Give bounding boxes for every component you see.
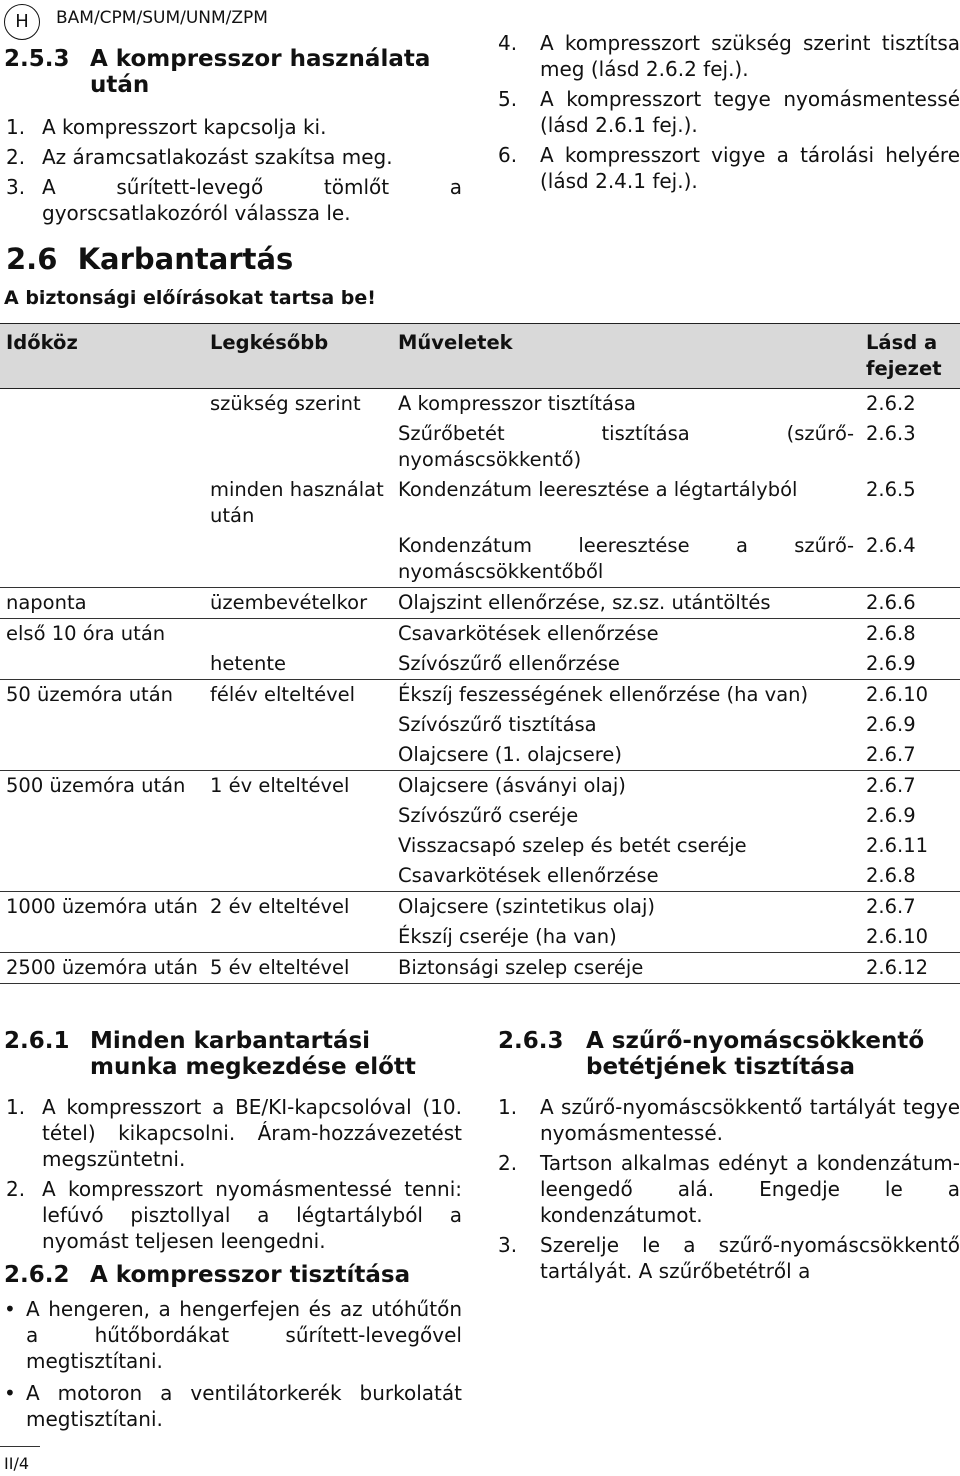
section-number: 2.6.1	[4, 1028, 70, 1054]
table-row	[0, 892, 960, 923]
list-item	[6, 1176, 462, 1254]
cell-chapter: 2.6.7	[866, 743, 916, 766]
cell-operation: Olajszint ellenőrzése, sz.sz. utántöltés	[392, 588, 860, 619]
section-number: 2.6.2	[4, 1262, 70, 1288]
section-2-6-1-steps	[6, 1094, 462, 1258]
item-number: 1.	[6, 115, 26, 139]
list-item	[498, 1150, 960, 1228]
cell-latest	[204, 801, 392, 831]
list-item	[4, 1296, 462, 1374]
cell-latest	[204, 861, 392, 892]
item-text: A kompresszort vigye a tárolási helyére (lásd 2.4.1 fej.).	[540, 143, 960, 193]
cell-operation: Csavarkötések ellenőrzése	[398, 864, 659, 887]
cell-operation: Ékszíj cseréje (ha van)	[398, 925, 617, 948]
item-text: Szerelje le a szűrő-nyomáscsökkentő tartályát. A szűrőbetétről a	[540, 1233, 960, 1283]
table-row	[0, 389, 960, 420]
section-2-6-3-steps	[498, 1094, 960, 1288]
cell-operation: Olajcsere (szintetikus olaj)	[392, 892, 860, 923]
section-title: A kompresszor tisztítása	[90, 1262, 411, 1288]
cell-interval: naponta	[0, 588, 204, 619]
item-number: 2.	[6, 145, 26, 169]
cell-interval	[0, 801, 204, 831]
item-number: 3.	[498, 1233, 518, 1257]
cell-chapter: 2.6.9	[866, 713, 916, 736]
cell-operation: Kondenzátum leeresztése a szűrő-nyomáscsökkentőből	[398, 534, 854, 583]
section-number: 2.6.3	[498, 1028, 564, 1054]
list-item	[498, 1094, 960, 1146]
item-number: 3.	[6, 175, 26, 199]
table-row	[0, 588, 960, 619]
cell-operation: A kompresszor tisztítása	[392, 389, 860, 420]
cell-interval	[0, 531, 204, 588]
page-number: II/4	[4, 1454, 30, 1473]
maintenance-table	[0, 323, 960, 984]
table-row	[0, 649, 960, 680]
cell-chapter: 2.6.8	[866, 864, 916, 887]
cell-latest: hetente	[210, 652, 287, 675]
item-number: 2.	[498, 1151, 518, 1175]
cell-latest	[204, 619, 392, 650]
item-text: A kompresszort tegye nyomásmentessé (lásd 2.6.1 fej.).	[540, 87, 960, 137]
item-text: A hengeren, a hengerfejen és az utóhűtőn a hűtőbordákat sűrített-levegővel megtisztítani.	[26, 1297, 462, 1373]
table-row	[0, 922, 960, 953]
cell-operation: Szívószűrő tisztítása	[398, 713, 597, 736]
table-row	[0, 831, 960, 861]
cell-operation: Olajcsere (1. olajcsere)	[398, 743, 622, 766]
cell-chapter: 2.6.8	[860, 619, 960, 650]
table-row	[0, 419, 960, 475]
list-item	[6, 144, 462, 170]
cell-latest: 1 év elteltével	[204, 771, 392, 802]
header-chapter: Lásd a fejezet	[860, 324, 960, 389]
cell-operation: Kondenzátum leeresztése a légtartályból	[398, 478, 798, 501]
item-text: A kompresszort szükség szerint tisztítsa meg (lásd 2.6.2 fej.).	[540, 31, 960, 81]
list-item	[6, 114, 462, 140]
list-item	[4, 1380, 462, 1432]
section-2-6-2-title	[4, 1262, 464, 1288]
cell-operation: Szívószűrő ellenőrzése	[398, 652, 620, 675]
cell-chapter: 2.6.10	[866, 925, 929, 948]
item-text: A kompresszort kapcsolja ki.	[42, 115, 327, 139]
table-row	[0, 531, 960, 588]
cell-operation: Visszacsapó szelep és betét cseréje	[398, 834, 747, 857]
footer-rule	[0, 1446, 40, 1447]
item-text: A sűrített-levegő tömlőt a gyorscsatlakozóról válassza le.	[42, 175, 462, 225]
cell-interval	[0, 475, 204, 531]
header-interval: Időköz	[0, 324, 204, 389]
cell-operation: Ékszíj feszességének ellenőrzése (ha van)	[392, 680, 860, 711]
section-2-6-2-bullets	[4, 1296, 462, 1438]
cell-interval	[0, 389, 204, 420]
cell-interval: 1000 üzemóra után	[0, 892, 204, 923]
item-number: 1.	[6, 1095, 26, 1119]
cell-latest	[204, 831, 392, 861]
section-2-6-1-title	[4, 1028, 464, 1080]
cell-interval	[0, 922, 204, 953]
table-row	[0, 861, 960, 892]
table-row	[0, 801, 960, 831]
table-row	[0, 740, 960, 771]
cell-operation: Csavarkötések ellenőrzése	[392, 619, 860, 650]
cell-latest: 5 év elteltével	[204, 953, 392, 984]
item-text: A szűrő-nyomáscsökkentő tartályát tegye nyomásmentessé.	[540, 1095, 960, 1145]
cell-latest: félév elteltével	[204, 680, 392, 711]
item-text: A kompresszort nyomásmentessé tenni: lefúvó pisztollyal a légtartályból a nyomást teljesen leengedni.	[42, 1177, 462, 1253]
cell-chapter: 2.6.2	[860, 389, 960, 420]
cell-interval	[0, 831, 204, 861]
cell-interval	[0, 861, 204, 892]
cell-chapter: 2.6.12	[860, 953, 960, 984]
cell-chapter: 2.6.10	[860, 680, 960, 711]
section-title-line2: után	[90, 72, 150, 98]
bullet-icon: •	[4, 1297, 16, 1321]
section-2-5-3-title	[4, 46, 464, 98]
cell-operation: Szűrőbetét tisztítása (szűrő-nyomáscsökkentő)	[398, 422, 854, 471]
cell-interval: 50 üzemóra után	[0, 680, 204, 711]
section-title-line1: A szűrő-nyomáscsökkentő	[586, 1028, 925, 1054]
table-row	[0, 475, 960, 531]
cell-interval	[0, 710, 204, 740]
cell-latest: szükség szerint	[204, 389, 392, 420]
cell-latest	[204, 710, 392, 740]
cell-chapter: 2.6.7	[860, 892, 960, 923]
cell-latest: 2 év elteltével	[204, 892, 392, 923]
table-row	[0, 680, 960, 711]
cell-latest	[204, 419, 392, 475]
list-item	[498, 1232, 960, 1284]
cell-chapter: 2.6.4	[866, 534, 916, 557]
document-code: BAM/CPM/SUM/UNM/ZPM	[56, 8, 268, 28]
cell-chapter: 2.6.11	[866, 834, 929, 857]
section-2-5-3-steps	[6, 114, 462, 230]
section-2-6-3-title	[498, 1028, 960, 1080]
item-number: 1.	[498, 1095, 518, 1119]
cell-operation: Olajcsere (ásványi olaj)	[392, 771, 860, 802]
item-number: 4.	[498, 31, 518, 55]
cell-chapter: 2.6.6	[860, 588, 960, 619]
cell-latest	[204, 740, 392, 771]
item-text: Az áramcsatlakozást szakítsa meg.	[42, 145, 393, 169]
table-row	[0, 953, 960, 984]
cell-interval: 500 üzemóra után	[0, 771, 204, 802]
cell-interval: 2500 üzemóra után	[0, 953, 204, 984]
safety-note: A biztonsági előírásokat tartsa be!	[4, 287, 376, 309]
cell-latest: üzembevételkor	[204, 588, 392, 619]
section-title-line2: munka megkezdése előtt	[90, 1054, 416, 1080]
after-use-steps-continued	[498, 30, 960, 198]
cell-chapter: 2.6.5	[866, 478, 916, 501]
cell-latest	[204, 531, 392, 588]
cell-latest	[204, 922, 392, 953]
item-text: A motoron a ventilátorkerék burkolatát megtisztítani.	[26, 1381, 462, 1431]
item-number: 2.	[6, 1177, 26, 1201]
item-number: 6.	[498, 143, 518, 167]
list-item	[498, 86, 960, 138]
table-row	[0, 710, 960, 740]
cell-interval: első 10 óra után	[0, 619, 204, 650]
cell-chapter: 2.6.9	[866, 652, 916, 675]
cell-operation: Szívószűrő cseréje	[398, 804, 579, 827]
cell-operation: Biztonsági szelep cseréje	[392, 953, 860, 984]
list-item	[6, 174, 462, 226]
cell-chapter: 2.6.3	[866, 422, 916, 445]
section-title-line2: betétjének tisztítása	[586, 1054, 855, 1080]
list-item	[6, 1094, 462, 1172]
cell-chapter: 2.6.9	[866, 804, 916, 827]
language-badge: H	[4, 4, 40, 40]
cell-interval	[0, 419, 204, 475]
item-text: A kompresszort a BE/KI-kapcsolóval (10. tétel) kikapcsolni. Áram-hozzávezetést megszüntetni.	[42, 1095, 462, 1171]
header-latest: Legkésőbb	[204, 324, 392, 389]
section-title-line1: Minden karbantartási	[90, 1028, 371, 1054]
cell-latest: minden használat után	[210, 478, 384, 527]
header-operations: Műveletek	[392, 324, 860, 389]
section-2-6-title: 2.6 Karbantartás	[6, 242, 294, 276]
list-item	[498, 30, 960, 82]
cell-interval	[0, 649, 204, 680]
cell-interval	[0, 740, 204, 771]
list-item	[498, 142, 960, 194]
bullet-icon: •	[4, 1381, 16, 1405]
section-title-line1: A kompresszor használata	[90, 46, 431, 72]
item-number: 5.	[498, 87, 518, 111]
table-row	[0, 771, 960, 802]
table-row	[0, 619, 960, 650]
cell-chapter: 2.6.7	[860, 771, 960, 802]
table-header-row	[0, 324, 960, 389]
section-number: 2.5.3	[4, 46, 70, 72]
item-text: Tartson alkalmas edényt a kondenzátum-leengedő alá. Engedje le a kondenzátumot.	[540, 1151, 960, 1227]
